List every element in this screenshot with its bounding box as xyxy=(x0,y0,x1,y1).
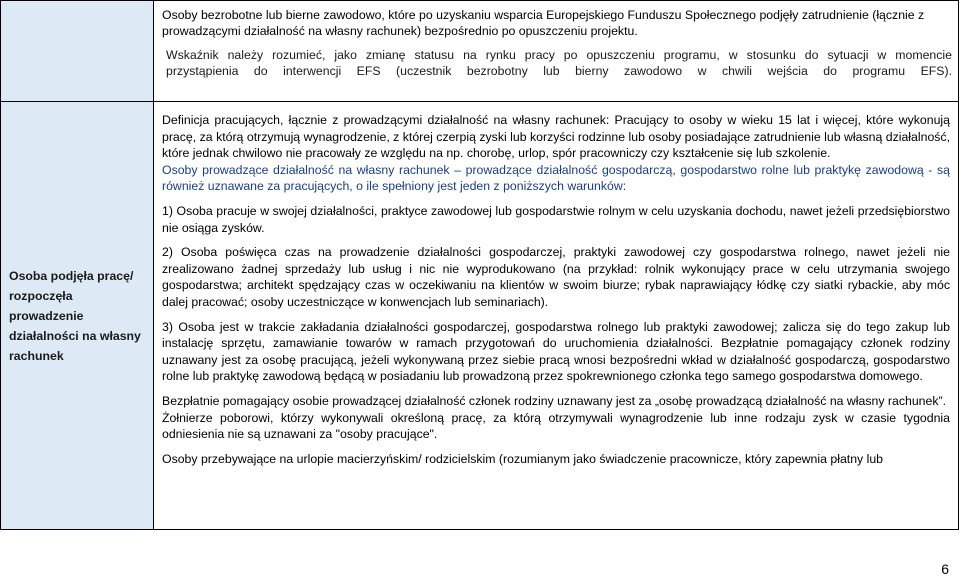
table-row xyxy=(1,1,959,102)
intro-paragraph: Osoby bezrobotne lub bierne zawodowo, które po uzyskaniu wsparcia Europejskiego Funduszu Społecznego podjęły zatrudnienie (łącznie z prowadzącymi działalność na własny rachunek) bezpośrednio po opuszczeniu projektu. xyxy=(162,8,925,38)
indicator-line: przystąpienia do interwencji EFS (uczestnik bezrobotny lub bierny zawodowo w chwili wejścia do programu EFS). xyxy=(166,64,952,78)
self-employed-paragraph: Osoby prowadzące działalność na własny rachunek – prowadzące działalność gospodarczą, gospodarstwo rolne lub praktykę zawodową - są również uznawane za pracujących, o ile spełniony jest jeden z poniższych warunków: xyxy=(162,162,950,194)
table-row xyxy=(1,102,959,530)
row-label-line: rozpoczęła xyxy=(9,288,73,303)
unpaid-family-paragraph: Bezpłatnie pomagający osobie prowadzącej działalność członek rodziny uznawany jest za „osobę prowadzącą działalność na własny rachunek”. xyxy=(162,393,947,408)
row-label-line: Osoba podjęła pracę/ xyxy=(9,268,134,283)
empty-label-cell xyxy=(1,1,154,102)
condition-paragraph: 1) Osoba pracuje w swojej działalności, praktyce zawodowej lub gospodarstwie rolnym w celu uzyskania dochodu, nawet jeżeli przedsiębiorstwo nie osiąga zysków. xyxy=(162,203,950,235)
condition-paragraph: 3) Osoba jest w trakcie zakładania działalności gospodarczej, gospodarstwa rolnego lub praktyki zawodowej; zalicza się do tego zakup lub instalację sprzętu, zamawianie towarów w ramach przygotowań do uruchomienia działalności. Bezpłatnie pomagający członek rodziny uznawany jest za osobę pracującą, jeżeli wykonywaną przez siebie pracą wnosi bezpośredni wkład w działalność gospodarczą, gospodarstwo rolne lub praktykę zawodową będącą w posiadaniu lub prowadzoną przez spokrewnionego członka tego samego gospodarstwa domowego. xyxy=(162,319,950,384)
condition-paragraph: 2) Osoba poświęca czas na prowadzenie działalności gospodarczej, praktyki zawodowej czy gospodarstwa rolnego, nawet jeżeli nie zrealizowano żadnej sprzedaży lub usług i nic nie wyprodukowano (na przykład: rolnik wykonujący prace w celu utrzymania swojego gospodarstwa; architekt spędzający czas w oczekiwaniu na klientów w swoim biurze; rybak naprawiający łódkę czy siatki rybackie, aby móc dalej pracować; osoby uczestniczące w konwencjach lub seminariach). xyxy=(162,245,950,309)
row-label-line: działalności na własny xyxy=(9,328,141,343)
definition-paragraph: Definicja pracujących, łącznie z prowadzącymi działalność na własny rachunek: Pracujący to osoby w wieku 15 lat i więcej, które wykonują pracę, za którą otrzymują wynagrodzenie, z której czerpią zyski lub korzyści rodzinne lub osoby posiadające zatrudnienie lub własną działalność, które jednak chwilowo nie pracowały ze względu na np. chorobę, urlop, spór pracowniczy czy kształcenie się lub szkolenie. xyxy=(162,113,950,161)
row-label-cell xyxy=(1,102,154,530)
conscripts-paragraph: Żołnierze poborowi, którzy wykonywali określoną pracę, za którą otrzymywali wynagrodzenie lub inne rodzaju zysk w czasie tygodnia odniesienia nie są uznawani za "osoby pracujące". xyxy=(162,410,950,442)
definition-cell xyxy=(154,102,959,530)
indicator-line: Wskaźnik należy rozumieć, jako zmianę statusu na rynku pracy po opuszczeniu programu, w stosunku do sytuacji w momencie xyxy=(166,48,952,62)
indicator-description-cell xyxy=(154,1,959,102)
row-label-line: rachunek xyxy=(9,348,64,363)
parental-leave-paragraph: Osoby przebywające na urlopie macierzyńskim/ rodzicielskim (rozumianym jako świadczenie pracownicze, który zapewnia płatny lub xyxy=(162,451,884,466)
row-label-line: prowadzenie xyxy=(9,308,84,323)
page-number: 6 xyxy=(941,561,949,577)
